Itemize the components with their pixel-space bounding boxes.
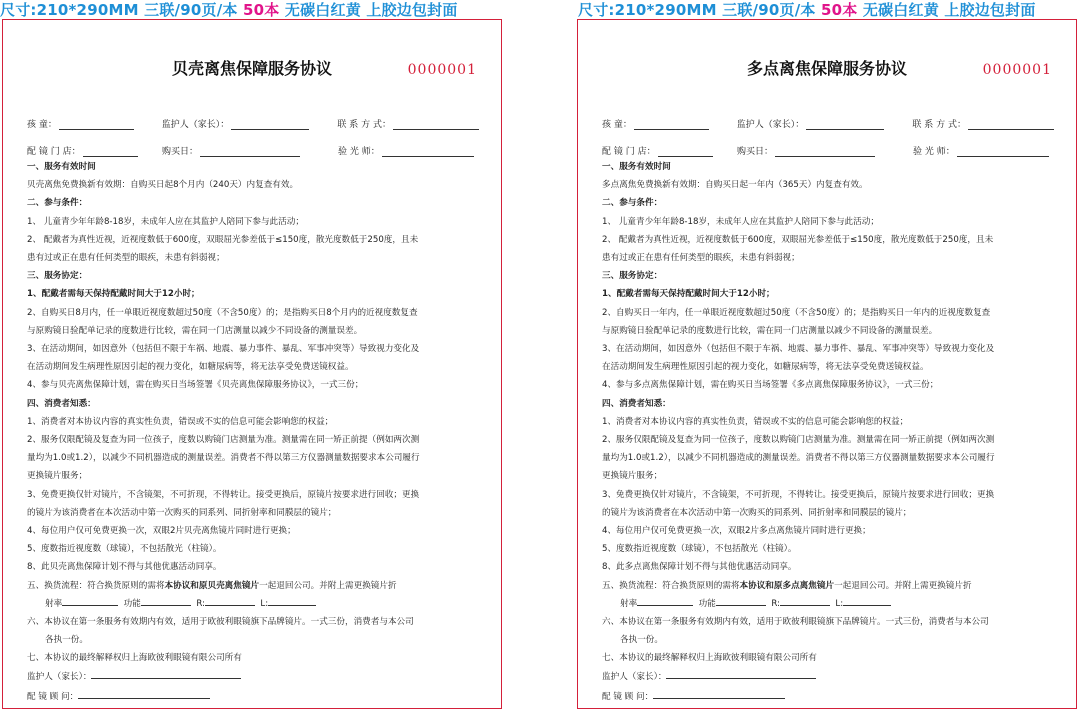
quantity-accent: 50本 (821, 1, 858, 19)
paragraph: 的镜片为该消费者在本次活动中第一次购买的同系列、同折射率和同膜层的镜片； (602, 507, 912, 518)
exchange-process: 五、换货流程：符合换货原则的需将本协议和原贝壳离焦镜片一起退回公司。并附上需更换镜片折 (27, 580, 397, 591)
spec-banner-right: 尺寸:210*290MM 三联/90页/本 50本 无碳白红黄 上胶边包封面 (578, 1, 1036, 19)
info-fields (602, 103, 1054, 157)
paragraph: 量均为1.0或1.2），以减少不同机器造成的测量误差。消费者不得以第三方仪器测量数据要求本公司履行 (602, 453, 995, 464)
sheet-title: 多点离焦保障服务协议 (746, 59, 907, 78)
paragraph: 与原购镜日验配单记录的度数进行比较，需在同一门店测量以减少不同设备的测量误差。 (602, 325, 938, 336)
agreement-body (27, 158, 481, 706)
optometrist-label: 验 光 师： (338, 147, 380, 157)
consultant-signature-blank[interactable] (653, 689, 785, 699)
section-heading: 三、服务协定： (602, 271, 663, 282)
l-blank[interactable] (268, 596, 316, 606)
store-label: 配 镜 门 店： (27, 147, 81, 157)
paragraph: 2、 配戴者为真性近视，近视度数低于600度，双眼屈光参差低于≤150度，散光度数低于250度，且未 (602, 234, 994, 245)
phone-label: 联 系 方 式： (912, 120, 966, 130)
paragraph: 七、本协议的最终解释权归上海欧彼利眼镜有限公司所有 (27, 653, 242, 664)
purchase-date-blank[interactable] (775, 146, 875, 157)
paragraph: 4、每位用户仅可免费更换一次，双眼2片多点离焦镜片同时进行更换； (602, 526, 871, 537)
paragraph: 与原购镜日验配单记录的度数进行比较，需在同一门店测量以减少不同设备的测量误差。 (27, 325, 363, 336)
section-heading: 二、参与条件： (602, 198, 663, 209)
paragraph: 1、 儿童青少年年龄8-18岁，未成年人应在其监护人陪同下参与此活动； (27, 216, 304, 227)
power-blank[interactable] (716, 596, 766, 606)
child-blank[interactable] (634, 119, 709, 130)
store-blank[interactable] (83, 146, 138, 157)
serial-number: 0000001 (407, 62, 477, 78)
paragraph: 1、消费者对本协议内容的真实性负责，错误或不实的信息可能会影响您的权益； (27, 416, 334, 427)
section-heading: 二、参与条件： (27, 198, 88, 209)
paragraph: 3、免费更换仅针对镜片，不含镜架，不可折现，不得转让。接受更换后，原镜片按要求进行回收；更换 (602, 489, 995, 500)
optometrist-label: 验 光 师： (913, 147, 955, 157)
paragraph: 1、配戴者需每天保持配戴时间大于12小时； (27, 289, 200, 300)
paragraph: 1、配戴者需每天保持配戴时间大于12小时； (602, 289, 775, 300)
phone-blank[interactable] (393, 119, 479, 130)
paragraph: 患有过或正在患有任何类型的眼疾，未患有斜弱视； (27, 253, 225, 264)
spec-banner-left: 尺寸:210*290MM 三联/90页/本 50本 无碳白红黄 上胶边包封面 (0, 1, 458, 19)
child-label: 孩 童： (602, 120, 632, 130)
paragraph: 5、度数指近视度数（球镜），不包括散光（柱镜）。 (27, 544, 222, 555)
paragraph: 2、自购买日8月内，任一单眼近视度数超过50度（不含50度）的；是指购买日8个月内的近视度数复查 (27, 307, 418, 318)
paragraph: 各执一份。 (620, 635, 663, 646)
exchange-fields: 射率 功能 R: L: (602, 595, 1056, 613)
paragraph: 六、本协议在第一条服务有效期内有效，适用于欧彼利眼镜旗下品牌镜片。一式三份，消费者与本公司 (27, 617, 414, 628)
guardian-signature-blank[interactable] (666, 669, 816, 679)
guardian-signature-blank[interactable] (91, 669, 241, 679)
guardian-signature: 监护人（家长）： (602, 668, 1056, 686)
guardian-blank[interactable] (806, 119, 884, 130)
paragraph: 的镜片为该消费者在本次活动中第一次购买的同系列、同折射率和同膜层的镜片； (27, 507, 337, 518)
section-heading: 四、消费者知悉： (27, 398, 96, 409)
agreement-sheet-multipoint (577, 19, 1077, 709)
purchase-date-label: 购买日： (162, 147, 199, 157)
paragraph: 4、参与多点离焦保障计划，需在购买日当场签署《多点离焦保障服务协议》，一式三份； (602, 380, 939, 391)
agreement-sheet-beike (2, 19, 502, 709)
paragraph: 4、每位用户仅可免费更换一次，双眼2片贝壳离焦镜片同时进行更换； (27, 526, 296, 537)
paragraph: 3、在活动期间，如因意外（包括但不限于车祸、地震、暴力事件、暴乱、军事冲突等）导致视力变化及 (602, 344, 995, 355)
paragraph: 各执一份。 (45, 635, 88, 646)
store-label: 配 镜 门 店： (602, 147, 656, 157)
paragraph: 患有过或正在患有任何类型的眼疾，未患有斜弱视； (602, 253, 800, 264)
rate-blank[interactable] (62, 596, 118, 606)
child-label: 孩 童： (27, 120, 57, 130)
paragraph: 更换镜片服务； (27, 471, 88, 482)
consultant-signature-blank[interactable] (78, 689, 210, 699)
guardian-label: 监护人（家长）： (736, 120, 805, 130)
paragraph: 3、在活动期间，如因意外（包括但不限于车祸、地震、暴力事件、暴乱、军事冲突等）导致视力变化及 (27, 344, 420, 355)
paragraph: 量均为1.0或1.2），以减少不同机器造成的测量误差。消费者不得以第三方仪器测量数据要求本公司履行 (27, 453, 420, 464)
section-heading: 一、服务有效时间 (602, 162, 671, 172)
paragraph: 在活动期间发生病理性原因引起的视力变化，如糖尿病等，将无法享受免费送镜权益。 (27, 362, 354, 373)
agreement-body (602, 158, 1056, 706)
paragraph: 2、自购买日一年内，任一单眼近视度数超过50度（不含50度）的；是指购买日一年内的近视度数复查 (602, 307, 991, 318)
optometrist-blank[interactable] (382, 146, 474, 157)
section-heading: 一、服务有效时间 (27, 162, 96, 172)
guardian-signature: 监护人（家长）： (27, 668, 481, 686)
exchange-fields: 射率 功能 R: L: (27, 595, 481, 613)
paragraph: 六、本协议在第一条服务有效期内有效，适用于欧彼利眼镜旗下品牌镜片。一式三份，消费者与本公司 (602, 617, 989, 628)
paragraph: 更换镜片服务； (602, 471, 663, 482)
store-blank[interactable] (658, 146, 713, 157)
section-heading: 三、服务协定： (27, 271, 88, 282)
rate-blank[interactable] (637, 596, 693, 606)
l-blank[interactable] (843, 596, 891, 606)
purchase-date-blank[interactable] (200, 146, 300, 157)
consultant-signature: 配 镜 顾 问： (27, 688, 481, 706)
optometrist-blank[interactable] (957, 146, 1049, 157)
paragraph: 4、参与贝壳离焦保障计划，需在购买日当场签署《贝壳离焦保障服务协议》，一式三份； (27, 380, 364, 391)
exchange-process: 五、换货流程：符合换货原则的需将本协议和原多点离焦镜片一起退回公司。并附上需更换镜片折 (602, 580, 972, 591)
paragraph: 1、 儿童青少年年龄8-18岁，未成年人应在其监护人陪同下参与此活动； (602, 216, 879, 227)
serial-number: 0000001 (982, 62, 1052, 78)
paragraph: 3、免费更换仅针对镜片，不含镜架，不可折现，不得转让。接受更换后，原镜片按要求进行回收；更换 (27, 489, 420, 500)
paragraph: 七、本协议的最终解释权归上海欧彼利眼镜有限公司所有 (602, 653, 817, 664)
section-heading: 四、消费者知悉： (602, 398, 671, 409)
purchase-date-label: 购买日： (737, 147, 774, 157)
paragraph: 1、消费者对本协议内容的真实性负责，错误或不实的信息可能会影响您的权益； (602, 416, 909, 427)
paragraph: 8、此多点离焦保障计划不得与其他优惠活动同享。 (602, 562, 797, 573)
paragraph: 2、 配戴者为真性近视，近视度数低于600度，双眼屈光参差低于≤150度，散光度数低于250度，且未 (27, 234, 419, 245)
consultant-signature: 配 镜 顾 问： (602, 688, 1056, 706)
r-blank[interactable] (205, 596, 255, 606)
r-blank[interactable] (780, 596, 830, 606)
paragraph: 8、此贝壳离焦保障计划不得与其他优惠活动同享。 (27, 562, 222, 573)
phone-blank[interactable] (968, 119, 1054, 130)
quantity-accent: 50本 (243, 1, 280, 19)
paragraph: 5、度数指近视度数（球镜），不包括散光（柱镜）。 (602, 544, 797, 555)
power-blank[interactable] (141, 596, 191, 606)
paragraph: 在活动期间发生病理性原因引起的视力变化，如糖尿病等，将无法享受免费送镜权益。 (602, 362, 929, 373)
guardian-label: 监护人（家长）： (161, 120, 230, 130)
phone-label: 联 系 方 式： (337, 120, 391, 130)
child-blank[interactable] (59, 119, 134, 130)
info-fields (27, 103, 479, 157)
paragraph: 2、服务仅限配镜及复查为同一位孩子，度数以购镜门店测量为准。测量需在同一矫正前提（例如两次测 (27, 435, 420, 446)
sheet-title: 贝壳离焦保障服务协议 (171, 59, 332, 78)
paragraph: 2、服务仅限配镜及复查为同一位孩子，度数以购镜门店测量为准。测量需在同一矫正前提（例如两次测 (602, 435, 995, 446)
paragraph: 多点离焦免费换新有效期：自购买日起一年内（365天）内复查有效。 (602, 180, 868, 191)
guardian-blank[interactable] (231, 119, 309, 130)
paragraph: 贝壳离焦免费换新有效期：自购买日起8个月内（240天）内复查有效。 (27, 180, 299, 191)
